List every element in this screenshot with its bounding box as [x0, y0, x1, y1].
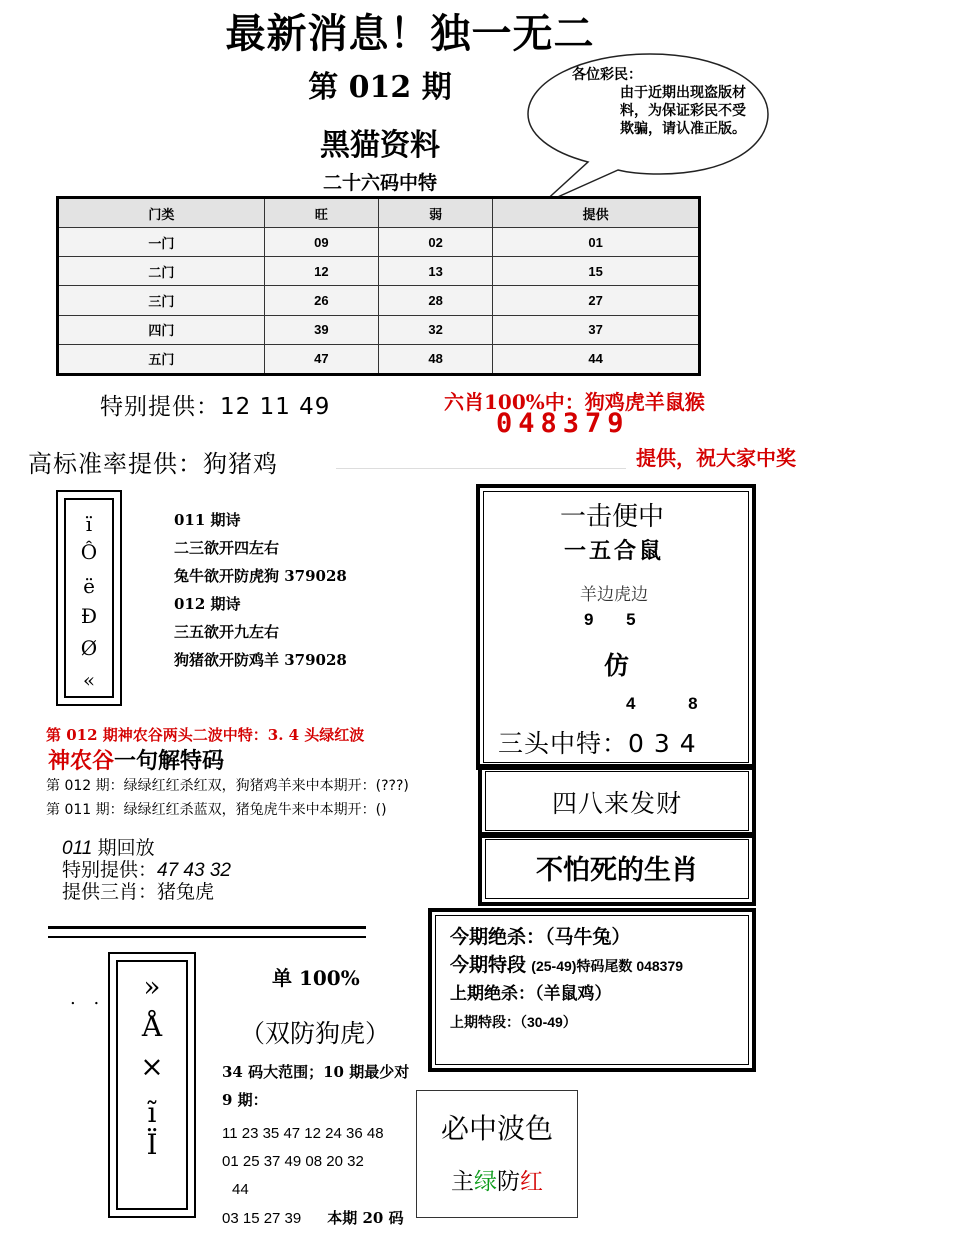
table-cell: 一门 — [58, 228, 265, 257]
poem-line: 三五欲开九左右 — [174, 623, 280, 641]
table-row — [58, 286, 700, 315]
shennonggu-brand — [48, 744, 224, 775]
three-heads-line: 三头中特：0 3 4 — [498, 729, 697, 758]
wave-green: 绿 — [474, 1169, 497, 1195]
vertical-text-box-inner — [64, 498, 114, 698]
poem-line: 兔牛欲开防虎狗 379028 — [174, 567, 347, 585]
table-cell: 27 — [493, 286, 700, 315]
vertical-glyph: » — [143, 970, 161, 1003]
sibafacai-text: 四八来发财 — [551, 789, 682, 818]
hit-box-middle: 仿 — [604, 651, 630, 680]
hit-box-digits-top: 9 5 — [584, 610, 650, 629]
table-cell: 12 — [264, 257, 378, 286]
this-issue-label: 本期 20 码 — [327, 1209, 404, 1227]
vertical-glyph: Ï — [146, 1128, 158, 1161]
review-heading-text: 期回放 — [92, 838, 155, 859]
table-header: 门类 — [58, 198, 265, 228]
high-accuracy-offer: 高标准率提供：狗猪鸡 — [28, 450, 278, 478]
table-cell: 28 — [378, 286, 492, 315]
special-offer: 特别提供：12 11 49 — [100, 394, 331, 420]
table-cell: 13 — [378, 257, 492, 286]
wave-guard: 防 — [497, 1169, 520, 1195]
kill-line: 上期特段：（30-49） — [450, 1014, 577, 1030]
issue-number: 第 012 期 — [308, 70, 452, 105]
previous-issue-line: 第 011 期：绿绿红红杀蓝双，猪兔虎牛来中本期开：() — [46, 802, 387, 818]
table-header: 弱 — [378, 198, 492, 228]
source-title: 黑猫资料 — [320, 128, 440, 163]
bupasi-text: 不怕死的生肖 — [536, 855, 698, 886]
poem-line: 011 期诗 — [174, 511, 241, 529]
hit-box-title: 一击便中 — [560, 502, 665, 532]
wave-color-box — [416, 1090, 578, 1218]
previous-issue-lines — [46, 774, 409, 822]
previous-issue-line: 第 012 期：绿绿红红杀红双，狗猪鸡羊来中本期开：(???) — [46, 778, 409, 794]
review-block — [62, 838, 231, 904]
vertical-glyph: × — [140, 1050, 164, 1083]
table-cell: 15 — [493, 257, 700, 286]
poem-line: 狗猪欲开防鸡羊 379028 — [174, 651, 347, 669]
range-line: 9 期： — [222, 1091, 268, 1109]
review-heading — [62, 838, 231, 860]
table-row — [58, 257, 700, 286]
vertical-glyph: ĩ — [147, 1096, 157, 1129]
six-zodiac-wish: 提供，祝大家中奖 — [636, 446, 796, 470]
shennonggu-brand-black: 一句解特码 — [114, 748, 225, 774]
poem-list — [174, 506, 347, 674]
hit-box-hint: 羊边虎边 — [580, 585, 648, 605]
table-cell: 三门 — [58, 286, 265, 315]
range-line: 34 码大范围；10 期最少对 — [222, 1063, 410, 1081]
table-header-row — [58, 198, 700, 228]
table-header: 旺 — [264, 198, 378, 228]
number-line: 01 25 37 49 08 20 32 — [222, 1153, 364, 1170]
kill-line-seg-b: (25-49) — [531, 958, 577, 974]
table-cell: 二门 — [58, 257, 265, 286]
poem-line: 二三欲开四左右 — [174, 539, 280, 557]
vertical-glyph: Ô — [80, 540, 98, 564]
table-cell: 39 — [264, 315, 378, 344]
double-guard: （双防狗虎） — [240, 1019, 391, 1048]
notice-greeting: 各位彩民： — [572, 67, 642, 83]
notice-body: 由于近期出现盗版材料，为保证彩民不受欺骗，请认准正版。 — [620, 85, 746, 137]
notice-text — [572, 66, 757, 138]
range-text — [222, 1058, 409, 1114]
table-cell: 47 — [264, 344, 378, 374]
number-line-last — [222, 1204, 404, 1233]
section-divider — [48, 926, 366, 938]
number-grid-table — [56, 196, 701, 376]
number-line: 11 23 35 47 12 24 36 48 — [222, 1125, 384, 1142]
table-cell: 26 — [264, 286, 378, 315]
review-heading-num: 011 — [62, 838, 93, 859]
subtitle: 二十六码中特 — [322, 172, 437, 194]
table-row — [58, 344, 700, 374]
hit-box-subtitle: 一五合鼠 — [564, 538, 665, 564]
poem-line: 012 期诗 — [174, 595, 241, 613]
wave-color-line — [417, 1163, 577, 1196]
page-title: 最新消息！独一无二 — [225, 10, 595, 57]
kill-line: 上期绝杀：（羊鼠鸡） — [450, 984, 612, 1003]
vertical-glyph: Ð — [80, 604, 98, 628]
single-100: 单 100% — [272, 966, 360, 990]
table-cell: 四门 — [58, 315, 265, 344]
review-special — [62, 860, 231, 882]
vertical-text-box-2 — [108, 952, 196, 1218]
vertical-text-box — [56, 490, 122, 706]
table-cell: 02 — [378, 228, 492, 257]
kill-line-seg-a: 今期特段 — [450, 955, 527, 976]
table-row — [58, 228, 700, 257]
vertical-glyph: ë — [83, 574, 95, 598]
number-line: 03 15 27 39 — [222, 1210, 302, 1227]
divider — [336, 468, 626, 469]
number-line: 44 — [232, 1181, 249, 1198]
review-three: 提供三肖：猪兔虎 — [62, 882, 215, 903]
kill-line: 今期绝杀：（马牛兔） — [450, 927, 631, 948]
wave-red: 红 — [520, 1169, 543, 1195]
wave-color-title: 必中波色 — [440, 1112, 553, 1145]
table-header: 提供 — [493, 198, 700, 228]
table-cell: 37 — [493, 315, 700, 344]
vertical-glyph: Ø — [80, 636, 98, 660]
six-zodiac-number: 048379 — [496, 408, 630, 439]
wave-main: 主 — [451, 1169, 474, 1195]
kill-line-seg-c: 特码尾数 048379 — [576, 958, 684, 974]
vertical-text-box-2-inner — [116, 960, 188, 1210]
kill-line-segment — [450, 952, 683, 980]
vertical-glyph: Å — [141, 1010, 163, 1043]
table-cell: 32 — [378, 315, 492, 344]
table-cell: 44 — [493, 344, 700, 374]
review-special-label: 特别提供： — [62, 860, 158, 881]
six-zodiac-line: 六肖100%中：狗鸡虎羊鼠猴 — [444, 390, 705, 414]
dots: . . — [70, 988, 106, 1009]
kill-lines — [450, 924, 683, 1036]
shennonggu-title: 第 012 期神农谷两头二波中特：3. 4 头绿红波 — [46, 726, 365, 744]
vertical-glyph: ï — [85, 512, 93, 536]
shennonggu-brand-red: 神农谷 — [48, 748, 115, 774]
table-cell: 01 — [493, 228, 700, 257]
hit-box-digits-bottom: 4 8 — [626, 694, 722, 713]
table-cell: 09 — [264, 228, 378, 257]
table-cell: 48 — [378, 344, 492, 374]
table-cell: 五门 — [58, 344, 265, 374]
table-row — [58, 315, 700, 344]
vertical-glyph: « — [82, 668, 96, 692]
number-lines — [222, 1120, 404, 1233]
review-special-nums: 47 43 32 — [157, 860, 231, 881]
